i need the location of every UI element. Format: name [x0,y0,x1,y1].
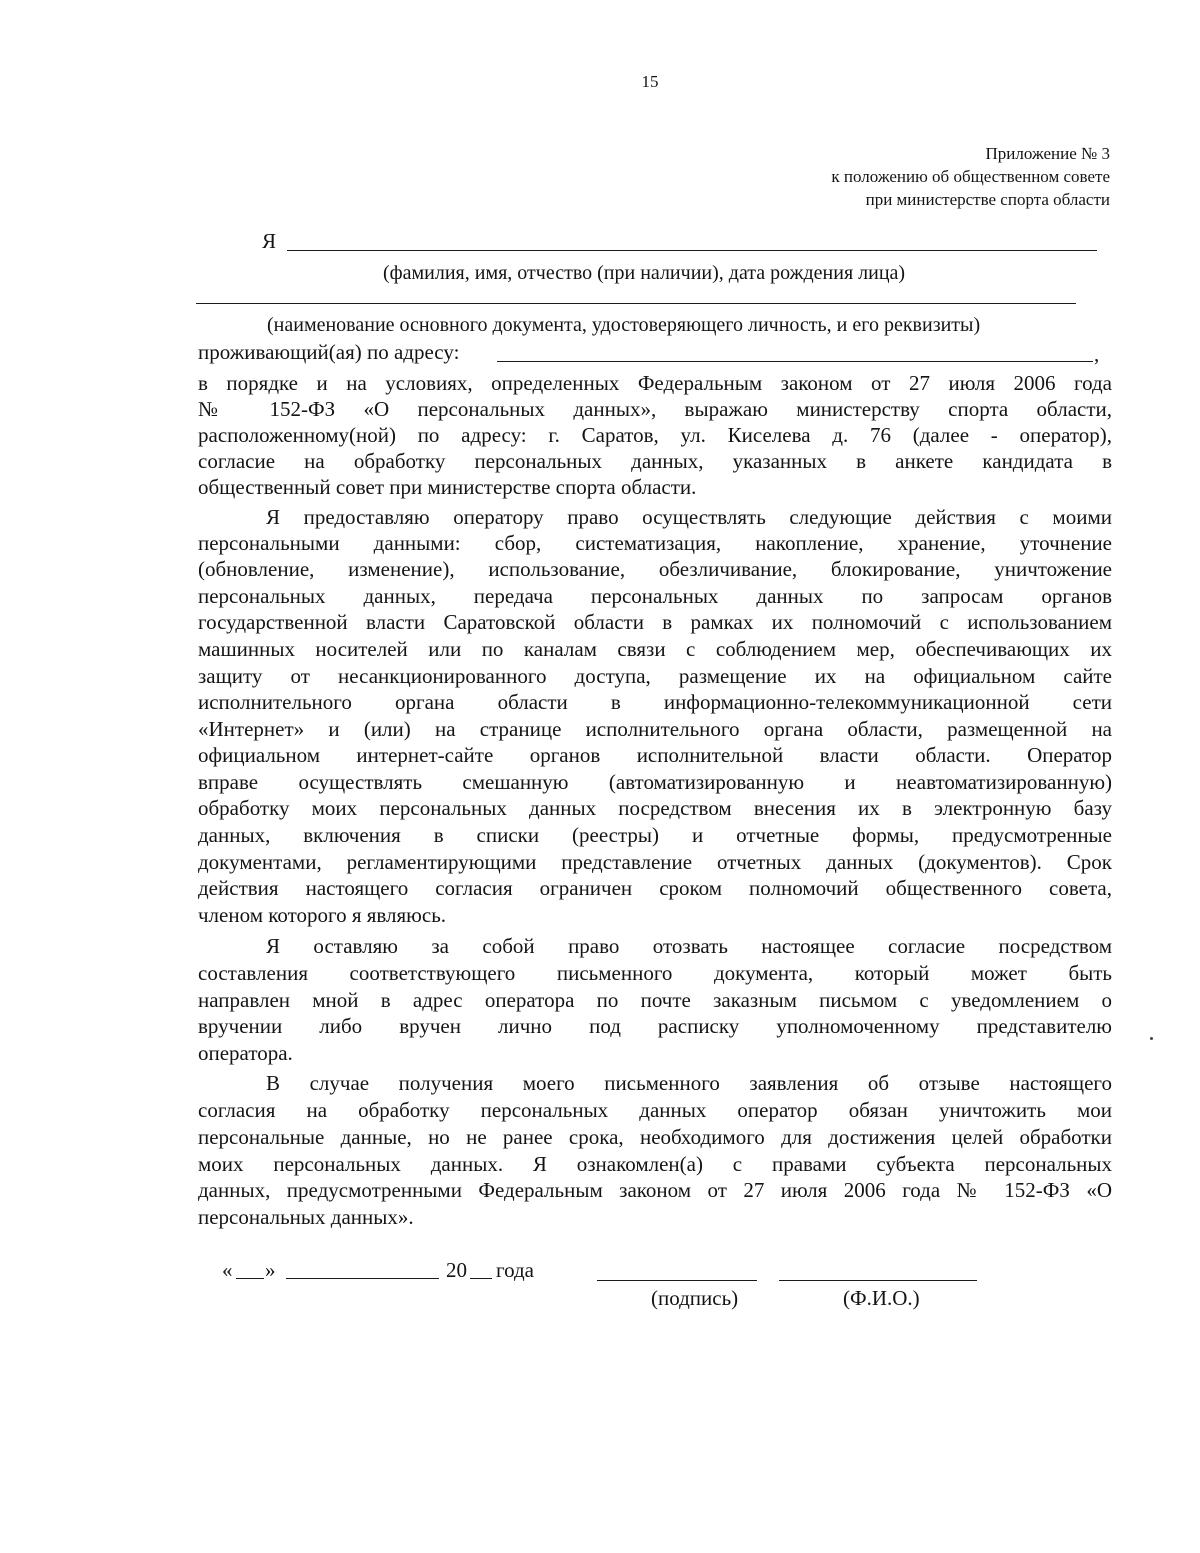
appendix-title: Приложение № 3 [985,144,1110,163]
date-day-blank[interactable] [236,1278,264,1279]
paragraph-2-line-5: государственной власти Саратовской области в рамках их полномочий с использованием [198,610,1112,634]
paragraph-3-line-2: составления соответствующего письменного документа, который может быть [198,961,1112,985]
fio-blank-line[interactable] [779,1280,977,1281]
page-number: 15 [641,72,659,91]
paragraph-2-line-9: «Интернет» и (или) на странице исполнительного органа области, размещенной на [198,717,1112,741]
document-field-caption: (наименование основного документа, удостоверяющего личность, и его реквизиты) [267,314,981,336]
paragraph-1-line-1: в порядке и на условиях, определенных Федеральным законом от 27 июля 2006 года [198,371,1112,395]
document-blank-line[interactable] [196,303,1076,304]
paragraph-3-line-3: направлен мной в адрес оператора по почте заказным письмом с уведомлением о [198,988,1112,1012]
paragraph-3-line-5: оператора. [198,1041,293,1065]
paragraph-1-line-2: № 152-ФЗ «О персональных данных», выражаю министерству спорта области, [198,397,1112,421]
paragraph-1-line-3: расположенному(ной) по адресу: г. Саратов, ул. Киселева д. 76 (далее - оператор), [198,423,1112,447]
paragraph-2-line-15: действия настоящего согласия ограничен сроком полномочий общественного совета, [198,876,1112,900]
paragraph-2-line-2: персональными данными: сбор, систематизация, накопление, хранение, уточнение [198,531,1112,555]
paragraph-1-line-5: общественный совет при министерстве спорта области. [198,475,697,499]
name-blank-line[interactable] [287,250,1097,251]
date-year-blank[interactable] [470,1278,492,1279]
paragraph-2-line-11: вправе осуществлять смешанную (автоматизированную и неавтоматизированную) [198,770,1112,794]
paragraph-2-line-14: документами, регламентирующими представление отчетных данных (документов). Срок [198,850,1112,874]
address-blank-line[interactable] [497,361,1093,362]
paragraph-4-line-2: согласия на обработку персональных данных оператор обязан уничтожить мои [198,1098,1112,1122]
paragraph-2-line-7: защиту от несанкционированного доступа, размещение их на официальном сайте [198,664,1112,688]
date-year-prefix: 20 [446,1258,467,1282]
paragraph-2-line-8: исполнительного органа области в информационно-телекоммуникационной сети [198,690,1112,714]
fio-caption: (Ф.И.О.) [843,1286,920,1310]
scan-artifact-dot [1150,1037,1153,1040]
paragraph-4-line-4: моих персональных данных. Я ознакомлен(а) с правами субъекта персональных [198,1152,1112,1176]
date-year-suffix: года [496,1258,534,1282]
ya-label: Я [262,229,277,253]
paragraph-2-line-1: Я предоставляю оператору право осуществлять следующие действия с моими [266,505,1112,529]
paragraph-3-line-1: Я оставляю за собой право отозвать настоящее согласие посредством [266,934,1112,958]
paragraph-1-line-4: согласие на обработку персональных данных, указанных в анкете кандидата в [198,449,1112,473]
paragraph-4-line-3: персональные данные, но не ранее срока, необходимого для достижения целей обработки [198,1125,1112,1149]
paragraph-2-line-4: персональных данных, передача персональных данных по запросам органов [198,584,1112,608]
paragraph-4-line-1: В случае получения моего письменного заявления об отзыве настоящего [266,1071,1112,1095]
paragraph-2-line-16: членом которого я являюсь. [198,903,447,927]
paragraph-3-line-4: вручении либо вручен лично под расписку уполномоченному представителю [198,1014,1112,1038]
date-quote-close: » [265,1258,276,1282]
paragraph-2-line-3: (обновление, изменение), использование, обезличивание, блокирование, уничтожение [198,557,1112,581]
paragraph-2-line-10: официальном интернет-сайте органов исполнительной власти области. Оператор [198,743,1112,767]
name-field-caption: (фамилия, имя, отчество (при наличии), дата рождения лица) [383,262,906,284]
date-month-blank[interactable] [286,1278,439,1279]
paragraph-2-line-6: машинных носителей или по каналам связи с соблюдением мер, обеспечивающих их [198,637,1112,661]
address-label: проживающий(ая) по адресу: [198,340,460,364]
address-comma: , [1094,342,1100,366]
signature-caption: (подпись) [651,1286,739,1310]
appendix-subtitle-line1: к положению об общественном совете [831,167,1110,186]
paragraph-4-line-5: данных, предусмотренными Федеральным законом от 27 июля 2006 года № 152-ФЗ «О [198,1178,1112,1202]
signature-blank-line[interactable] [597,1280,757,1281]
paragraph-2-line-12: обработку моих персональных данных посредством внесения их в электронную базу [198,796,1112,820]
appendix-subtitle-line2: при министерстве спорта области [865,190,1110,209]
paragraph-4-line-6: персональных данных». [198,1205,414,1229]
paragraph-2-line-13: данных, включения в списки (реестры) и отчетные формы, предусмотренные [198,823,1112,847]
date-quote-open: « [222,1258,233,1282]
